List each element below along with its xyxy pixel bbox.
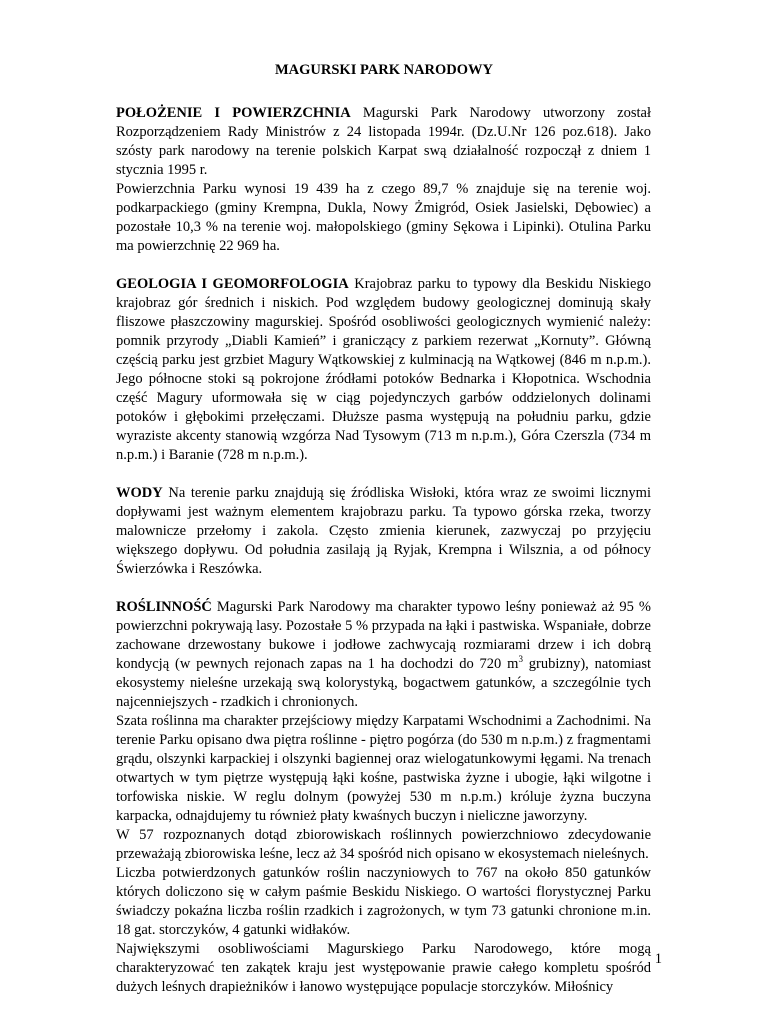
section-polozenie	[116, 104, 651, 256]
section-geologia	[116, 275, 651, 465]
paragraph: Największymi osobliwościami Magurskiego Parku Narodowego, które mogą charakteryzować ten zakątek kraju jest występowanie prawie całego kompletu spośród dużych leśnych drapieżników i łanowo występujące populacje storczyków. Miłośnicy	[116, 941, 651, 995]
paragraph	[116, 598, 651, 712]
superscript: 3	[518, 654, 523, 664]
document-title: MAGURSKI PARK NARODOWY	[274, 62, 494, 78]
paragraph-text: Krajobraz parku to typowy dla Beskidu Niskiego krajobraz gór średnich i niskich. Pod względem budowy geologicznej dominują skały fliszowe płaszczowiny magurskiej. Spośród osobliwości geologicznych wymienić należy: pomnik przyrody „Diabli Kamień” i graniczący z parkiem rezerwat „Kornuty”. Główną częścią parku jest grzbiet Magury Wątkowskiej z kulminacją na Wątkowej (846 m n.p.m.). Jego północne stoki są pokrojone źródłami potoków Bednarka i Kłopotnica. Wschodnia część Magury uformowała się w ciąg pojedynczych garbów oddzielonych dolinami potoków i głębokimi przełęczami. Dłuższe pasma występują na południu parku, gdzie wyraziste akcenty stanowią wzgórza Nad Tysowym (713 m n.p.m.), Góra Czerszla (734 m n.p.m.) i Baranie (728 m n.p.m.).	[116, 276, 651, 463]
section-heading: ROŚLINNOŚĆ	[116, 599, 212, 615]
paragraph	[116, 484, 651, 579]
paragraph: Powierzchnia Parku wynosi 19 439 ha z czego 89,7 % znajduje się na terenie woj. podkarpackiego (gminy Krempna, Dukla, Nowy Żmigród, Osiek Jasielski, Dębowiec) a pozostałe 10,3 % na terenie woj. małopolskiego (gminy Sękowa i Lipinki). Otulina Parku ma powierzchnię 22 969 ha.	[116, 181, 651, 254]
paragraph-text: Na terenie parku znajdują się źródliska Wisłoki, która wraz ze swoimi licznymi dopływami jest ważnym elementem krajobrazu parku. Ta typowo górska rzeka, tworzy malownicze przełomy i zakola. Często zmienia kierunek, zazwyczaj po przyjęciu większego dopływu. Od południa zasilają ją Ryjak, Krempna i Wilsznia, a od północy Świerzówka i Reszówka.	[116, 485, 651, 577]
section-wody	[116, 484, 651, 579]
paragraph: Liczba potwierdzonych gatunków roślin naczyniowych to 767 na około 850 gatunków których doliczono się w całym paśmie Beskidu Niskiego. O wartości florystycznej Parku świadczy pokaźna liczba roślin rzadkich i zagrożonych, w tym 73 gatunki chronione m.in. 18 gat. storczyków, 4 gatunki widłaków.	[116, 865, 651, 938]
section-roslinnosc	[116, 598, 651, 997]
paragraph: Szata roślinna ma charakter przejściowy między Karpatami Wschodnimi a Zachodnimi. Na terenie Parku opisano dwa piętra roślinne - piętro pogórza (do 530 m n.p.m.) z fragmentami grądu, olszynki karpackiej i olszynki bagiennej oraz wielogatunkowymi łęgami. Na trenach otwartych w tym piętrze występują łąki kośne, pastwiska żyzne i ubogie, łąki wilgotne i torfowiska niskie. W reglu dolnym (powyżej 530 m n.p.m.) króluje żyzna buczyna karpacka, odnajdujemy tu również płaty kwaśnych buczyn i nieliczne jaworzyny.	[116, 713, 651, 824]
section-heading: GEOLOGIA I GEOMORFOLOGIA	[116, 276, 349, 292]
paragraph-text: Magurski Park Narodowy ma charakter typowo leśny ponieważ aż 95 % powierzchni pokrywają lasy. Pozostałe 5 % przypada na łąki i pastwiska. Wspaniałe, dobrze zachowane drzewostany bukowe i jodłowe zachwycają rozmiarami drzew i ich dobrą kondycją (w pewnych rejonach zapas na 1 ha dochodzi do 720 m	[116, 599, 651, 672]
paragraph-text: Magurski Park Narodowy utworzony został Rozporządzeniem Rady Ministrów z 24 listopada 1994r. (Dz.U.Nr 126 poz.618). Jako szósty park narodowy na terenie polskich Karpat swą działalność rozpoczął z dniem 1 stycznia 1995 r.	[116, 105, 651, 178]
section-heading: POŁOŻENIE I POWIERZCHNIA	[116, 105, 351, 121]
paragraph-text: grubizny), natomiast ekosystemy nieleśne urzekają swą kolorystyką, bogactwem gatunków, a szczególnie tych najcenniejszych - rzadkich i chronionych.	[116, 656, 651, 710]
document-body	[116, 104, 651, 1016]
paragraph	[116, 104, 651, 180]
page-number: 1	[654, 951, 662, 967]
paragraph: W 57 rozpoznanych dotąd zbiorowiskach roślinnych powierzchniowo zdecydowanie przeważają zbiorowiska leśne, lecz aż 34 spośród nich opisano w ekosystemach nieleśnych.	[116, 827, 651, 862]
section-heading: WODY	[116, 485, 163, 501]
paragraph	[116, 275, 651, 465]
